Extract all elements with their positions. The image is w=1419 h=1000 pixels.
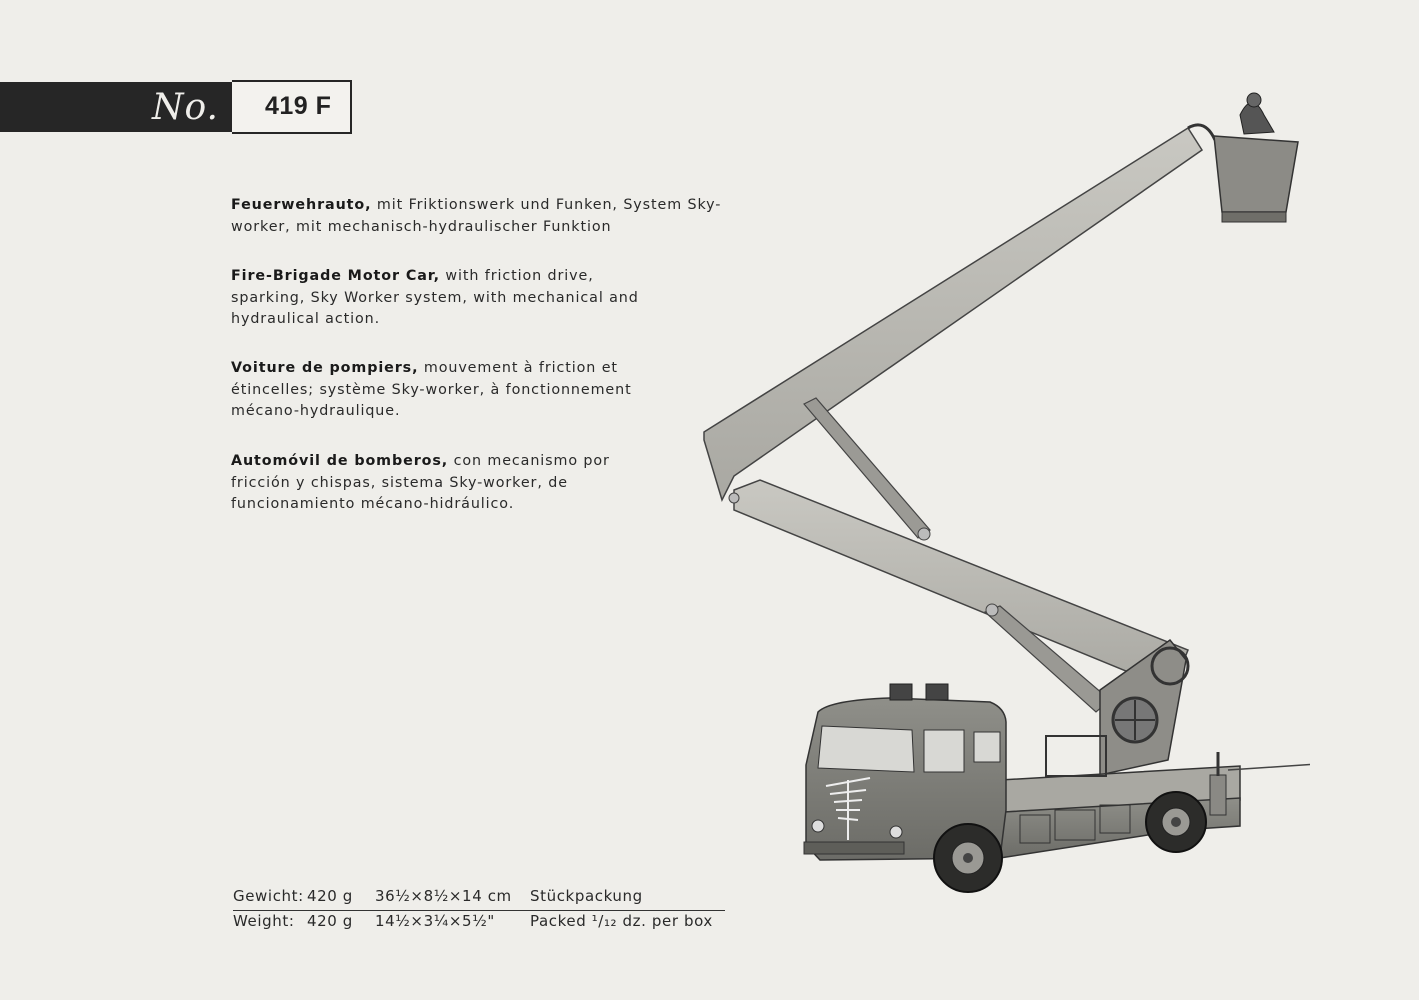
- fire-truck-illustration: [690, 80, 1310, 900]
- upper-boom: [704, 128, 1202, 500]
- lower-boom: [734, 480, 1188, 690]
- spec-weight: 420 g: [307, 912, 353, 930]
- spec-dimensions: 36½×8½×14 cm: [375, 887, 512, 905]
- spec-packing: Packed ¹/₁₂ dz. per box: [530, 912, 713, 930]
- front-wheel: [934, 824, 1002, 892]
- description-spanish-title: Automóvil de bomberos,: [231, 453, 449, 469]
- description-english-title: Fire-Brigade Motor Car,: [231, 268, 440, 284]
- cab-side-window: [924, 730, 964, 772]
- spec-row-english: [233, 909, 725, 934]
- description-german-text: mit Friktionswerk und Funken, System Sky-worker, mit mechanisch-hydraulischer Funktion: [231, 197, 722, 235]
- spec-label: Gewicht:: [233, 887, 304, 905]
- spec-dimensions: 14½×3¼×5½": [375, 912, 495, 930]
- spec-weight: 420 g: [307, 887, 353, 905]
- rear-wheel: [1146, 792, 1206, 852]
- platform-bucket: [1214, 136, 1298, 212]
- cab-windshield: [818, 726, 914, 772]
- spec-packing: Stückpackung: [530, 887, 643, 905]
- description-german: [231, 195, 761, 238]
- description-english-text: with friction drive, sparking, Sky Worker system, with mechanical and hydraulical action.: [231, 268, 639, 327]
- spec-label: Weight:: [233, 912, 295, 930]
- description-spanish-text: con mecanismo por fricción y chispas, sistema Sky-worker, de funcionamiento mécano-hidráulico.: [231, 453, 610, 512]
- description-spanish: [231, 451, 671, 516]
- cab-rear-window: [974, 732, 1000, 762]
- specs-table: [233, 884, 725, 934]
- description-german-title: Feuerwehrauto,: [231, 197, 372, 213]
- model-number: 419 F: [265, 92, 332, 120]
- no-label: No.: [152, 87, 219, 128]
- spec-row-german: [233, 884, 725, 909]
- description-english: [231, 266, 651, 331]
- operator-figure: [1240, 103, 1274, 135]
- description-french-title: Voiture de pompiers,: [231, 360, 419, 376]
- description-french-text: mouvement à friction et étincelles; système Sky-worker, à fonctionnement mécano-hydraulique.: [231, 360, 632, 419]
- description-french: [231, 358, 671, 423]
